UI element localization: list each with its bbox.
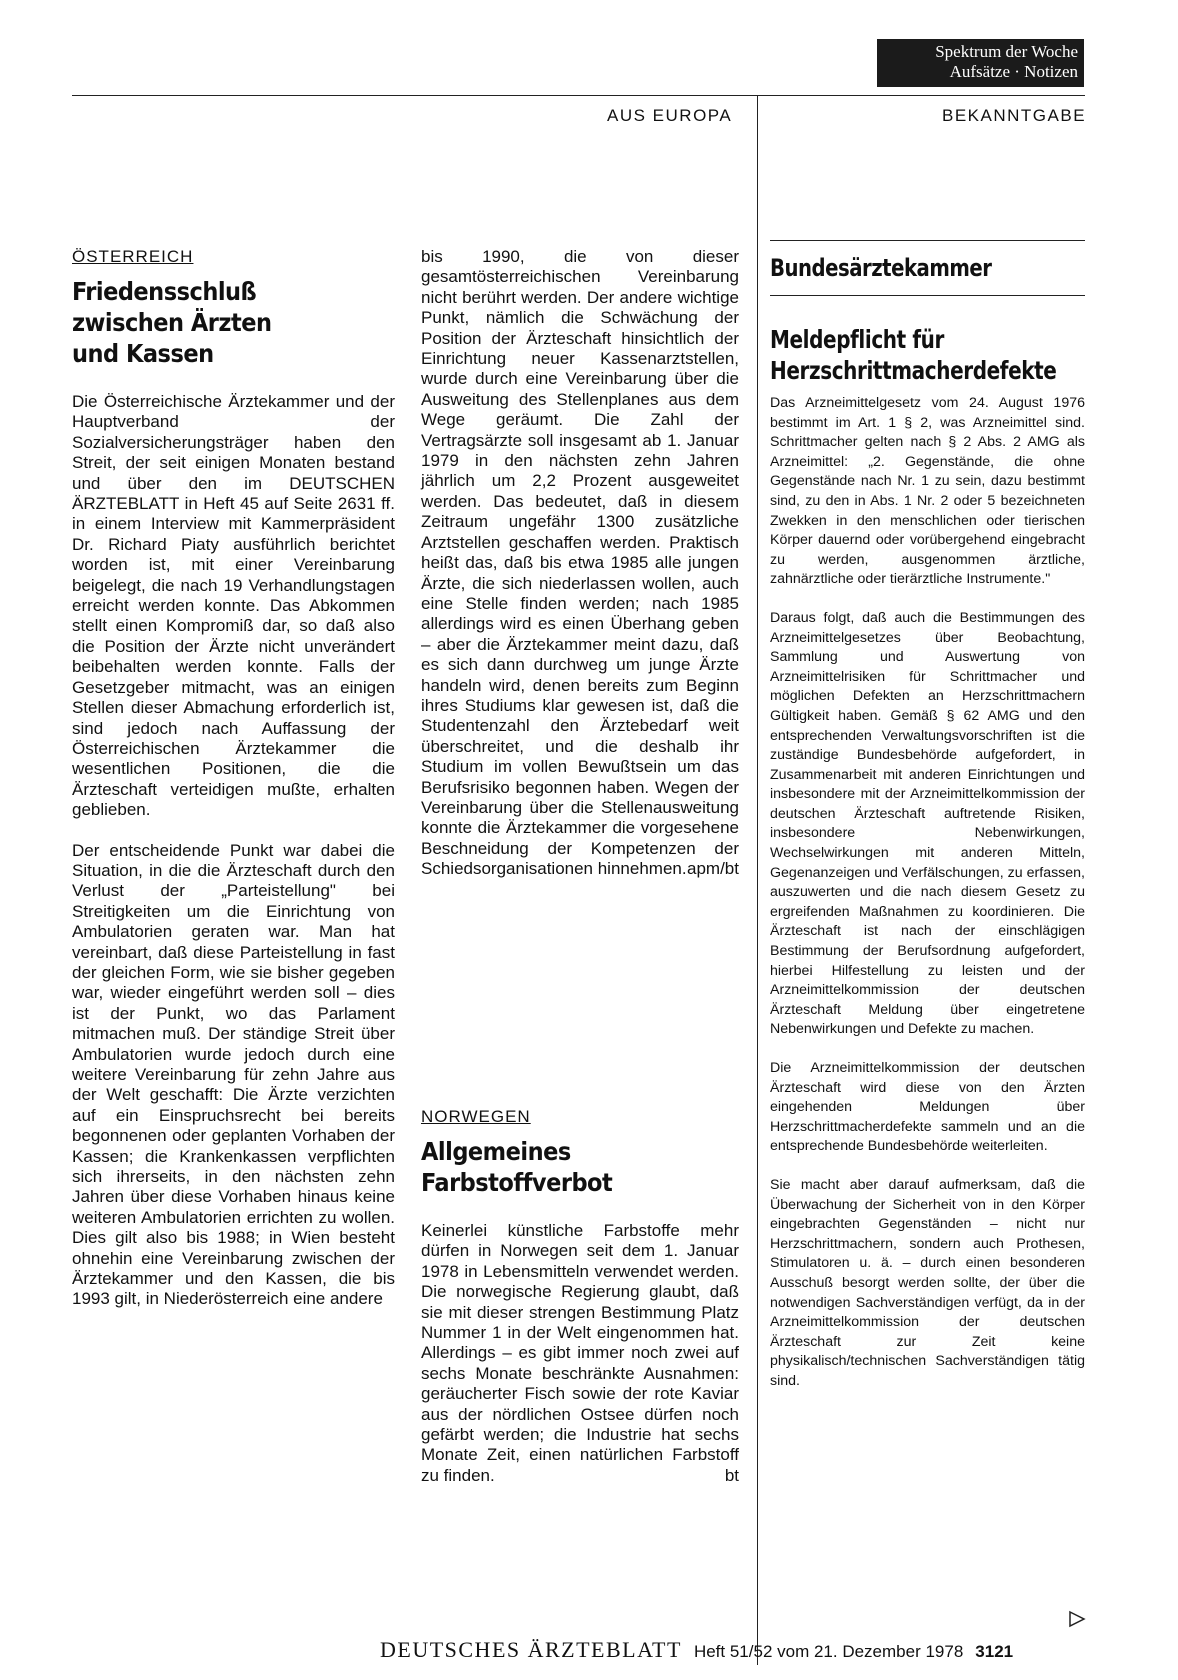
article-announcement [770, 240, 1085, 1392]
journal-name: DEUTSCHES ÄRZTEBLATT [380, 1637, 682, 1662]
article-austria [72, 247, 395, 1310]
header-rule [72, 95, 1085, 96]
paragraph: Die Arzneimittelkommission der deutschen Ärzteschaft wird diese von den Ärzten eingehenden Meldungen über Herzschrittmacherdefekte sammeln und an die entsprechende Bundesbehörde weiterleiten. [770, 1060, 1085, 1155]
page-footer [380, 1637, 1085, 1663]
author-signature: apm/bt [687, 859, 739, 879]
section-label-right: BEKANNTGABE [942, 106, 1087, 125]
column-divider [757, 95, 758, 1665]
continue-arrow-icon [1068, 1610, 1086, 1633]
org-rule-top [770, 240, 1085, 241]
paragraph: Der entscheidende Punkt war dabei die Situation, in die die Ärzteschaft durch den Verlust der „Parteistellung" bei Streitigkeiten um die Einrichtung von Ambulatorien geraten war. Man hat vereinbart, daß diese Parteistellung in fast der gleichen Form, wie sie bisher gegeben war, wieder eingeführt werden soll – dies ist der Punkt, wo das Parlament mitmachen muß. Der ständige Streit über Ambulatorien wurde jedoch durch eine weitere Vereinbarung für zehn Jahre aus der Welt geschafft: Die Ärzte verzichten auf ein Einspruchsrecht bei bereits begonnenen oder geplanten Vorhaben der Kassen; die Krankenkassen verpflichten sich ihrerseits, in den nächsten zehn Jahren über diese Vorhaben hinaus keine weiteren Ambulatorien errichten zu wollen. Dies gilt also bis 1988; in Wien besteht ohnehin eine Vereinbarung zwischen der Ärztekammer und den Kassen, die bis 1993 gilt, in Niederösterreich eine andere [72, 840, 395, 1309]
section-label-left: AUS EUROPA [607, 106, 733, 125]
headline-announcement [770, 324, 1057, 386]
article-norway [421, 1107, 739, 1486]
org-rule-bottom [770, 295, 1085, 296]
headline-line: zwischen Ärzten [72, 308, 272, 337]
badge-line-1: Spektrum der Woche [935, 42, 1078, 61]
paragraph [421, 247, 739, 880]
headline-line: Farbstoffverbot [421, 1168, 613, 1197]
headline-line: Meldepflicht für [770, 325, 944, 354]
author-signature: bt [724, 1465, 739, 1485]
headline-norway [421, 1136, 739, 1198]
paragraph-text: Keinerlei künstliche Farbstoffe mehr dürfen in Norwegen seit dem 1. Januar 1978 in Lebensmitteln verwendet werden. Die norwegische Regierung glaubt, daß sie mit dieser strengen Bestimmung Platz Nummer 1 in der Welt eingenommen hat. Allerdings – es gibt immer noch zwei auf sechs Monate beschränkte Ausnahmen: geräucherter Fisch sowie der rote Kaviar aus der nördlichen Ostsee dürfen noch gefärbt werden; die Industrie hat sechs Monate Zeit, einen natürlichen Farbstoff zu finden. [421, 1221, 739, 1485]
article-austria-continued [421, 247, 739, 880]
paragraph-text: bis 1990, die von dieser gesamtösterreichischen Vereinbarung nicht berührt werden. Der andere wichtige Punkt, nämlich die Schwächung der Position der Ärzteschaft hinsichtlich der Einrichtung neuer Kassenarztstellen, wurde durch eine Vereinbarung über die Ausweitung des Stellenplanes aus dem Wege geräumt. Die Zahl der Vertragsärzte soll insgesamt ab 1. Januar 1979 in den nächsten zehn Jahren jährlich um 2,2 Prozent ausgeweitet werden. Das bedeutet, daß in diesem Zeitraum ungefähr 1300 zusätzliche Arztstellen geschaffen werden. Praktisch heißt das, daß bis etwa 1985 alle jungen Ärzte, die sich niederlassen wollen, auch eine Stelle finden werden; nach 1985 allerdings wird es einen Überhang geben – aber die Ärztekammer meint dazu, daß es sich dann durchweg um junge Ärzte handeln wird, denen bereits zum Beginn ihres Studiums klar gewesen ist, daß die Studentenzahl den Ärztebedarf weit überschreitet, und die deshalb ihr Studium im vollen Bewußtsein um das Berufsrisiko begonnen haben. Wegen der Vereinbarung über die Stellenausweitung konnte die Ärztekammer die vorgesehene Beschneidung der Kompetenzen der Schiedsorganisationen hinnehmen. [421, 247, 739, 879]
region-tag-norway: NORWEGEN [421, 1107, 531, 1126]
paragraph: Die Österreichische Ärztekammer und der Hauptverband der Sozialversicherungsträger haben den Streit, der seit einigen Monaten bestand und über den im DEUTSCHEN ÄRZTEBLATT in Heft 45 auf Seite 2631 ff. in einem Interview mit Kammerpräsident Dr. Richard Piaty ausführlich berichtet worden ist, mit einer Vereinbarung beigelegt, die nach 19 Verhandlungstagen erreicht werden konnte. Das Abkommen stellt einen Kompromiß dar, so daß also die Position der Ärzte nicht unverändert beibehalten werden konnte. Falls der Gesetzgeber mitmacht, was an einigen Stellen dieser Abmachung erforderlich ist, sind jedoch nach Auffassung der Österreichischen Ärztekammer die wesentlichen Positionen, die die Ärzteschaft verteidigen mußte, erhalten geblieben. [72, 392, 395, 820]
paragraph: Sie macht aber darauf aufmerksam, daß die Überwachung der Sicherheit von in den Körper eingebrachten Gegenständen – nicht nur Herzschrittmachern, sondern auch Prothesen, Stimulatoren u. ä. – durch einen besonderen Ausschuß besorgt werden sollte, der über die notwendigen Sachverständigen verfügt, da in der Arzneimittelkommission der deutschen Ärzteschaft zur Zeit keine physikalisch/technischen Sachverständigen tätig sind. [770, 1176, 1085, 1389]
page-number: 3121 [975, 1642, 1014, 1661]
headline-line: und Kassen [72, 339, 214, 368]
headline-austria [72, 276, 395, 369]
headline-line: Herzschrittmacherdefekte [770, 356, 1057, 385]
headline-line: Allgemeines [421, 1137, 571, 1166]
badge-line-2: Aufsätze · Notizen [949, 62, 1078, 81]
org-heading: Bundesärztekammer [770, 254, 992, 282]
region-tag-austria: ÖSTERREICH [72, 247, 194, 266]
paragraph: Daraus folgt, daß auch die Bestimmungen des Arzneimittelgesetzes über Beobachtung, Sammlung und Auswertung von Arzneimittelrisiken für Schrittmacher und möglichen Defekten an Herzschrittmachern Gültigkeit haben. Gemäß § 62 AMG und den entsprechenden Verwaltungsvorschriften ist die zuständige Bundesbehörde aufgefordert, in Zusammenarbeit mit anderen Einrichtungen und insbesondere mit der Arzneimittelkommission der deutschen Ärzteschaft auftretende Risiken, insbesondere Nebenwirkungen, Wechselwirkungen mit anderen Mitteln, Gegenanzeigen und Verfälschungen, zu erfassen, auszuwerten und die nach diesem Gesetz zu ergreifenden Maßnahmen zu koordinieren. Die Ärzteschaft ist nach der einschlägigen Bestimmung der Berufsordnung aufgefordert, hierbei Hilfestellung zu leisten und der Arzneimittelkommission der deutschen Ärzteschaft Meldung über eingetretene Nebenwirkungen und Defekte zu machen. [770, 609, 1085, 1038]
section-badge [877, 39, 1084, 87]
issue-info: Heft 51/52 vom 21. Dezember 1978 [693, 1642, 964, 1661]
headline-line: Friedensschluß [72, 277, 257, 306]
paragraph: Das Arzneimittelgesetz vom 24. August 1976 bestimmt im Art. 1 § 2, was Arzneimittel sind. Schrittmacher gelten nach § 2 Abs. 2 AMG als Arzneimittel: „2. Gegenstände, die ohne Gegenstände nach Nr. 1 zu sein, dazu bestimmt sind, zu den in Abs. 1 Nr. 2 oder 5 bezeichneten Zwekken in den menschlichen oder tierischen Körper dauernd oder vorübergehend eingebracht zu werden, ausgenommen ärztliche, zahnärztliche oder tierärztliche Instrumente." [770, 395, 1085, 588]
paragraph [421, 1221, 739, 1486]
